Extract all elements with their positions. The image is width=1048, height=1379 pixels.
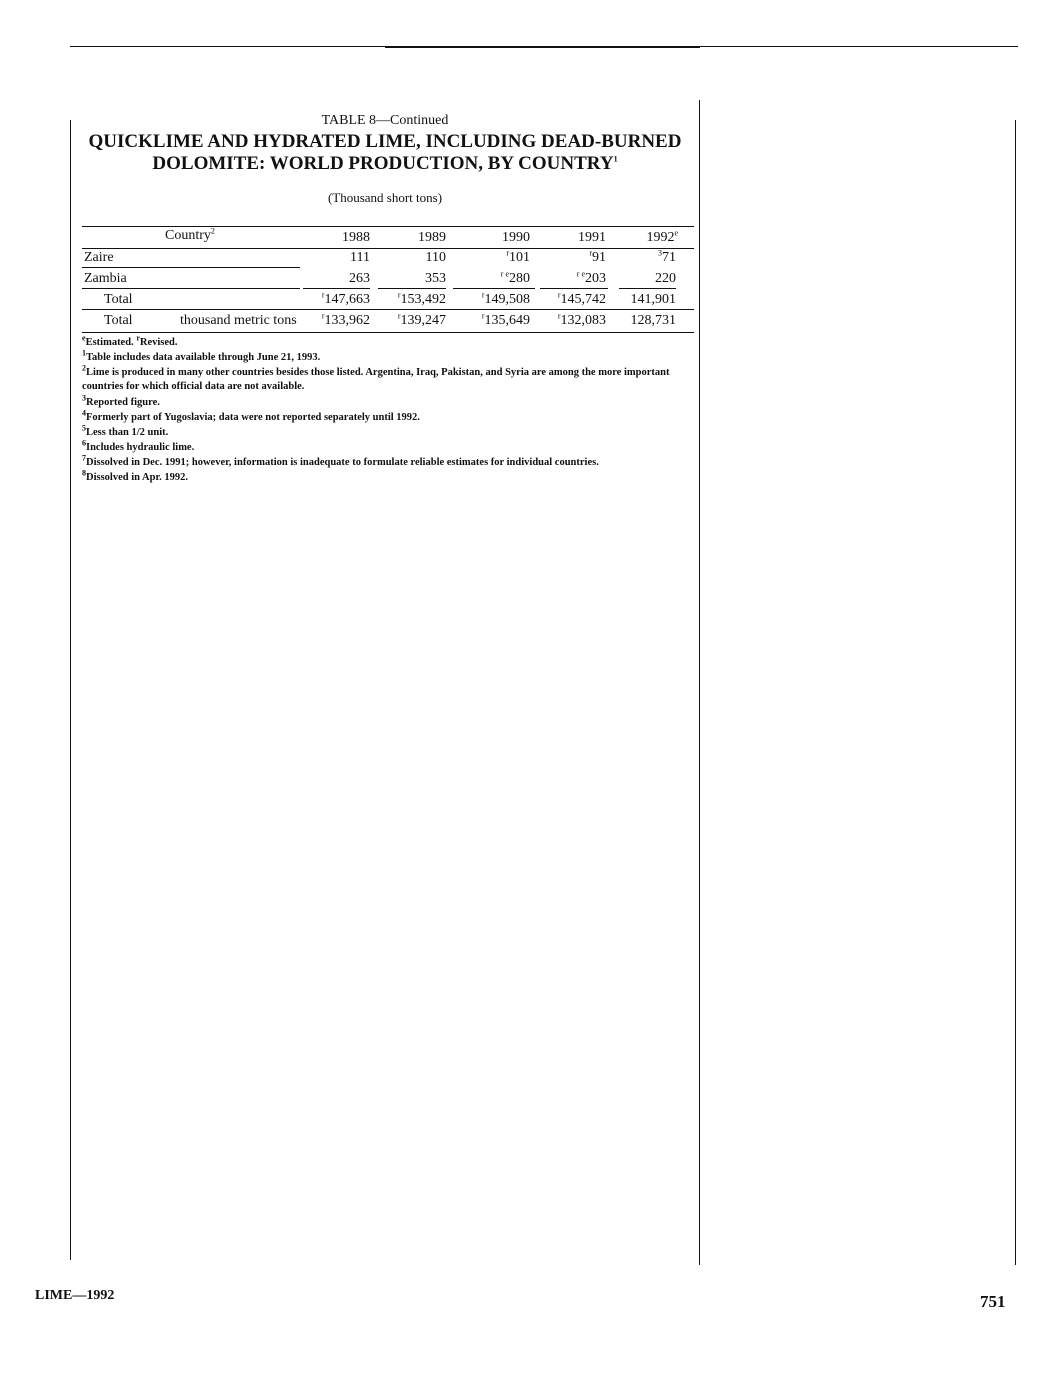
- footnote: $^e$Estimated. $^r$Revised.: [82, 333, 178, 348]
- cell-value: 132,083: [560, 313, 606, 328]
- table-bottom-rule: [82, 332, 694, 333]
- cell-value: 128,731: [630, 313, 676, 328]
- table-cell: [536, 292, 606, 308]
- table-header-rule: [82, 248, 694, 249]
- cell-value: 353: [425, 271, 446, 286]
- zambia-col1-underline: [303, 288, 370, 289]
- year-header-1990: 1990: [502, 230, 530, 245]
- cell-footnote-ref: r: [557, 290, 561, 300]
- cell-value: 139,247: [400, 313, 446, 328]
- cell-footnote-ref: r: [557, 311, 561, 321]
- cell-value: 153,492: [400, 292, 446, 307]
- table-cell: [376, 313, 446, 329]
- zambia-col2-underline: [378, 288, 446, 289]
- zaire-underline: [82, 267, 300, 268]
- table-subtitle: (Thousand short tons): [327, 190, 443, 205]
- cell-footnote-ref: r e: [576, 269, 585, 279]
- cell-value: 91: [592, 250, 606, 265]
- cell-value: 145,742: [560, 292, 606, 307]
- page-footer-label: LIME—1992: [35, 1288, 115, 1303]
- row-label: Total: [104, 292, 133, 307]
- table-cell: [536, 313, 606, 329]
- cell-value: 263: [349, 271, 370, 286]
- cell-value: 280: [509, 271, 530, 286]
- zambia-col5-underline: [619, 288, 676, 289]
- table-cell: [460, 313, 530, 329]
- table-cell: [606, 271, 676, 287]
- cell-footnote-ref: r: [397, 290, 401, 300]
- cell-value: 141,901: [630, 292, 676, 307]
- table-cell: [460, 250, 530, 266]
- cell-value: 133,962: [324, 313, 370, 328]
- cell-value: 71: [662, 250, 676, 265]
- year-header-1989: 1989: [418, 230, 446, 245]
- zambia-underline: [82, 288, 300, 289]
- footnote: $^4$Formerly part of Yugoslavia; data were not reported separately until 1992.: [82, 408, 420, 423]
- cell-footnote-ref: r: [481, 311, 485, 321]
- cell-value: 101: [509, 250, 530, 265]
- cell-footnote-ref: r e: [500, 269, 509, 279]
- footnote: $^8$Dissolved in Apr. 1992.: [82, 468, 189, 483]
- cell-footnote-ref: r: [397, 311, 401, 321]
- table-cell: [376, 271, 446, 287]
- table-cell: [536, 271, 606, 287]
- footnote: $^6$Includes hydraulic lime.: [82, 438, 195, 453]
- total-underline: [82, 309, 694, 310]
- table-cell: [376, 292, 446, 308]
- table-cell: [300, 313, 370, 329]
- table-cell: [460, 292, 530, 308]
- title-footnote-ref: 1: [613, 154, 618, 164]
- zambia-col4-underline: [540, 288, 608, 289]
- cell-footnote-ref: 3: [658, 248, 662, 258]
- cell-value: 220: [655, 271, 676, 286]
- cell-footnote-ref: r: [506, 248, 509, 258]
- footnote: $^5$Less than 1/2 unit.: [82, 423, 169, 438]
- right-border: [1015, 120, 1016, 1265]
- year-header-1992: 1992e: [646, 228, 678, 245]
- country-column-header: Country$^2$: [165, 226, 215, 243]
- table-cell: [606, 250, 676, 266]
- year-header-1988: 1988: [342, 230, 370, 245]
- footnote: $^2$Lime is produced in many other countries besides those listed. Argentina, Iraq, Pakistan, and Syria are among the more important countries for which official data are not available.: [82, 363, 670, 392]
- table-label: TABLE 8—Continued: [321, 113, 449, 128]
- cell-footnote-ref: r: [321, 290, 325, 300]
- table-cell: [300, 271, 370, 287]
- footnote: $^3$Reported figure.: [82, 393, 160, 408]
- footnote: $^7$Dissolved in Dec. 1991; however, information is inadequate to formulate reliable estimates for individual countries.: [82, 453, 599, 468]
- zambia-col3-underline: [453, 288, 535, 289]
- page-number: 751: [980, 1292, 1006, 1311]
- table-cell: [300, 292, 370, 308]
- row-label: Zaire: [84, 250, 114, 265]
- cell-value: 111: [350, 250, 370, 265]
- title-line-1: QUICKLIME AND HYDRATED LIME, INCLUDING DEAD-BURNED: [88, 131, 682, 152]
- cell-value: 203: [585, 271, 606, 286]
- row-unit: thousand metric tons: [180, 313, 297, 328]
- cell-value: 149,508: [484, 292, 530, 307]
- row-label: Zambia: [84, 271, 127, 286]
- table-top-rule: [82, 226, 694, 227]
- cell-value: 135,649: [484, 313, 530, 328]
- table-cell: [300, 250, 370, 266]
- title-line-2: DOLOMITE: WORLD PRODUCTION, BY COUNTRY$^1$: [152, 153, 618, 174]
- center-divider: [699, 100, 700, 1265]
- year-header-1991: 1991: [578, 230, 606, 245]
- table-cell: [536, 250, 606, 266]
- left-border: [70, 120, 71, 1260]
- cell-footnote-ref: r: [321, 311, 325, 321]
- table-cell: [376, 250, 446, 266]
- cell-value: 110: [425, 250, 446, 265]
- table-title: [80, 131, 690, 175]
- cell-footnote-ref: r: [589, 248, 592, 258]
- table-cell: [606, 292, 676, 308]
- table-cell: [606, 313, 676, 329]
- footnote: $^1$Table includes data available through June 21, 1993.: [82, 348, 321, 363]
- table-cell: [460, 271, 530, 287]
- cell-footnote-ref: r: [481, 290, 485, 300]
- row-label: Total: [104, 313, 133, 328]
- cell-value: 147,663: [324, 292, 370, 307]
- top-rule-thick: [385, 46, 700, 48]
